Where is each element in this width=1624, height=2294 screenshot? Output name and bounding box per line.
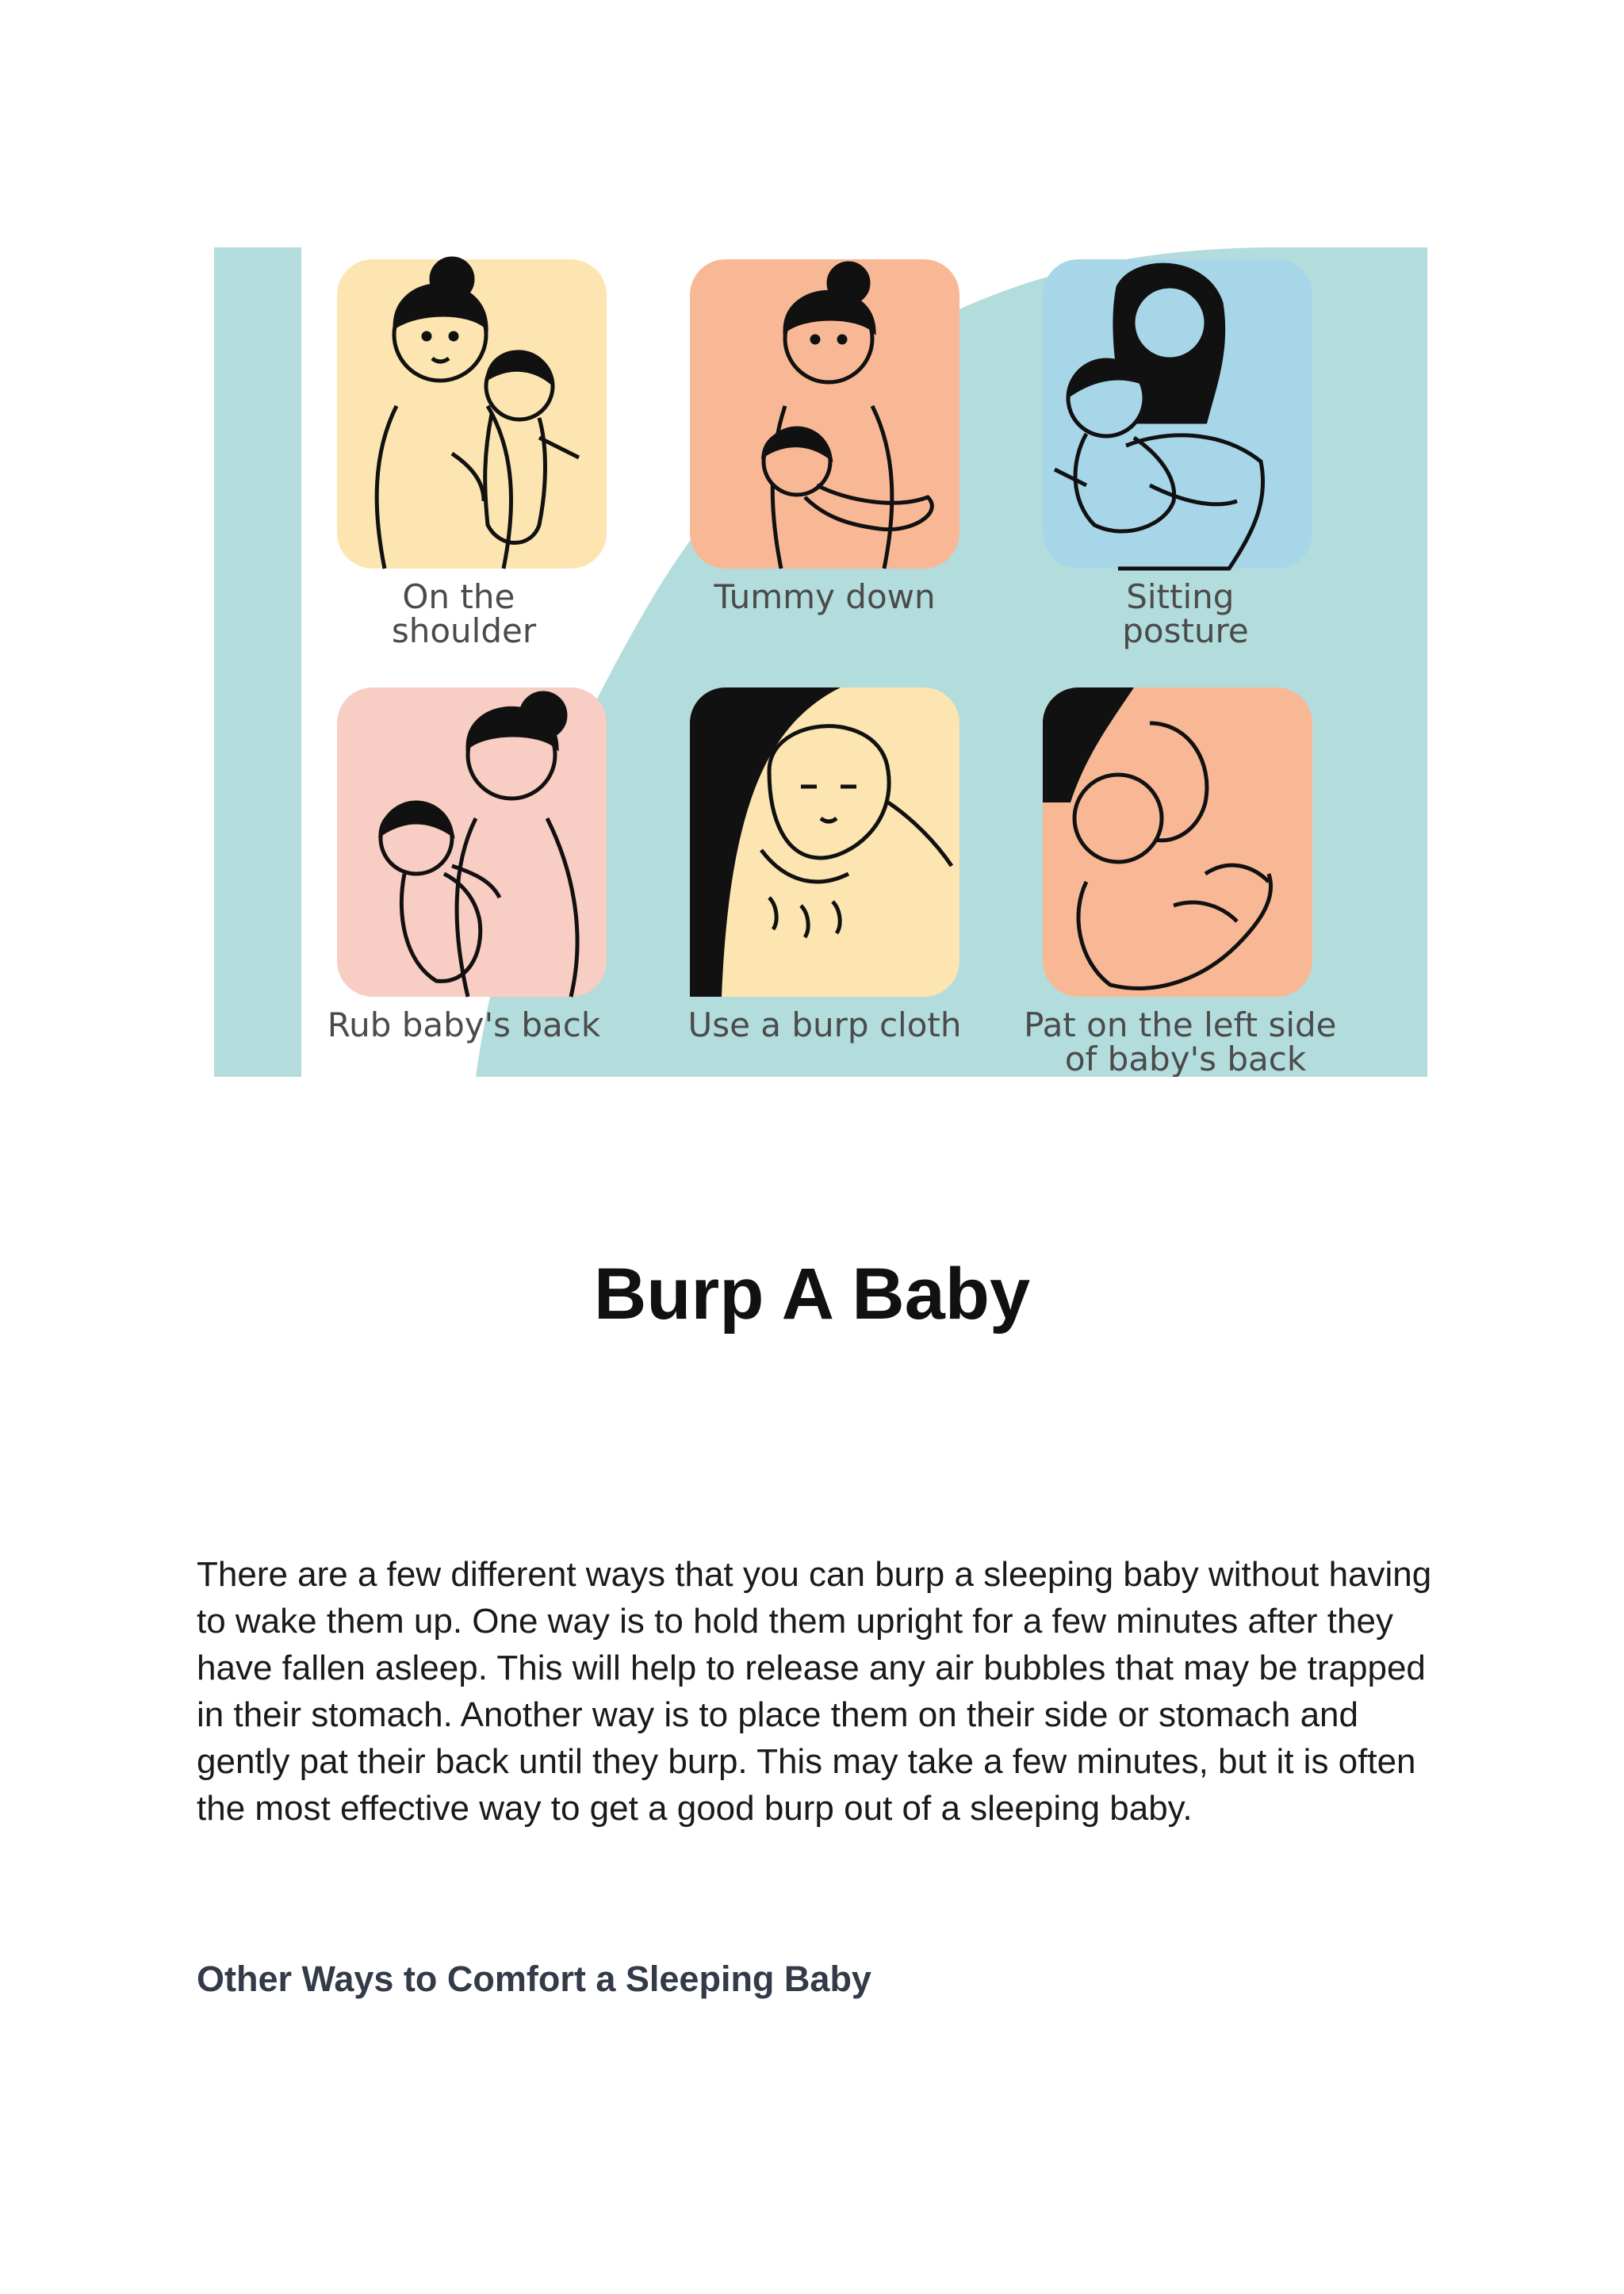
caption-sitting-posture	[1122, 577, 1249, 650]
panel-tummy-down	[690, 259, 959, 569]
section-subheading: Other Ways to Comfort a Sleeping Baby	[197, 1959, 871, 1999]
caption-rub-babys-back	[327, 1005, 601, 1044]
caption-line: posture	[1122, 611, 1249, 650]
caption-use-a-burp-cloth	[688, 1005, 961, 1044]
panel-pat-on-left-side	[1043, 687, 1312, 997]
body-paragraph: There are a few different ways that you can burp a sleeping baby without having to wake them up. One way is to hold them upright for a few minutes after they have fallen asleep. This will help to release any air bubbles that may be trapped in their stomach. Another way is to place them on their side or stomach and gently pat their back until they burp. This may take a few minutes, but it is often the most effective way to get a good burp out of a sleeping baby.	[197, 1555, 1432, 1828]
infographic-canvas	[214, 247, 1427, 1077]
caption-tummy-down	[713, 577, 935, 616]
panel-use-a-burp-cloth	[690, 687, 959, 997]
caption-line: shoulder	[391, 611, 537, 650]
panel-on-the-shoulder	[337, 259, 607, 569]
caption-on-the-shoulder	[392, 577, 537, 650]
page-title: Burp A Baby	[593, 1254, 1031, 1335]
caption-line: On the	[402, 577, 515, 616]
caption-line: Pat on the left side	[1024, 1005, 1337, 1044]
caption-line: Rub baby's back	[327, 1005, 601, 1044]
panel-sitting-posture	[1043, 259, 1312, 569]
caption-line: of baby's back	[1064, 1040, 1307, 1077]
panel-rub-babys-back	[337, 687, 607, 997]
caption-line: Tummy down	[714, 577, 936, 616]
burping-positions-infographic	[214, 247, 1427, 1077]
caption-line: Use a burp cloth	[688, 1005, 962, 1044]
caption-line: Sitting	[1126, 577, 1235, 616]
caption-pat-on-left-side	[1024, 1005, 1347, 1077]
